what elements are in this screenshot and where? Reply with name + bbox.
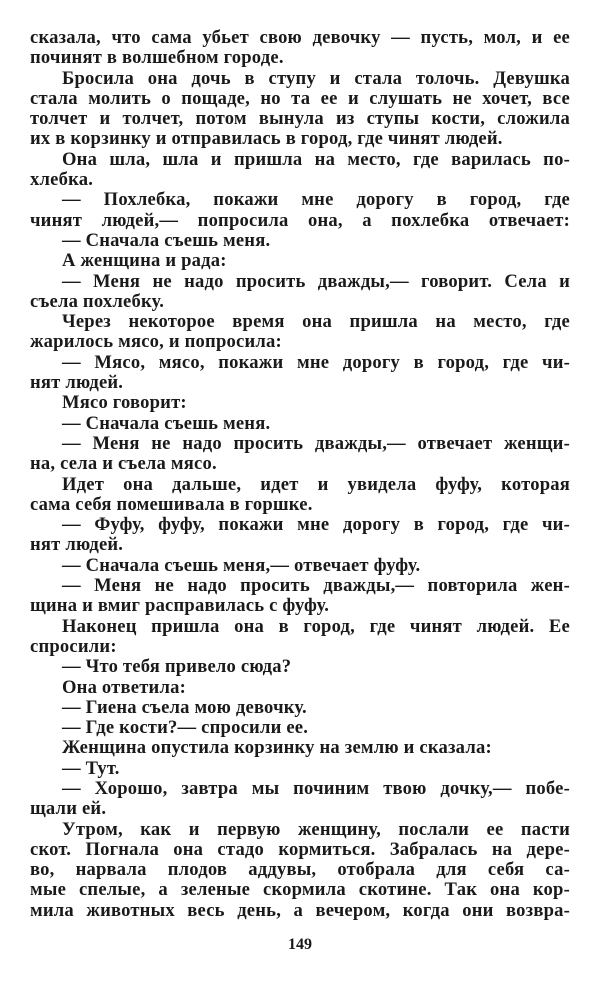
- text-line: сказала, что сама убьет свою девочку — пусть, мол, и ее: [30, 27, 570, 48]
- text-line: щали ей.: [30, 798, 107, 820]
- text-line: — Где кости?— спросили ее.: [62, 717, 309, 739]
- text-line: — Сначала съешь меня.: [62, 229, 271, 251]
- text-line: Идет она дальше, идет и увидела фуфу, которая: [62, 473, 570, 495]
- text-line: жарилось мясо, и попросила:: [30, 331, 282, 353]
- text-line: — Сначала съешь меня.: [62, 412, 271, 434]
- text-line: спросили:: [30, 635, 117, 657]
- text-line: — Гиена съела мою девочку.: [62, 696, 307, 718]
- text-line: починят в волшебном городе.: [30, 47, 284, 69]
- text-line: Мясо говорит:: [62, 392, 187, 414]
- text-line: Женщина опустила корзинку на землю и сказала:: [62, 737, 492, 759]
- text-line: нят людей.: [30, 534, 124, 556]
- text-line: во, нарвала плодов аддувы, отобрала для себя са-: [30, 859, 570, 881]
- text-line: нят людей.: [30, 372, 124, 394]
- text-line: — Хорошо, завтра мы починим твою дочку,— побе-: [62, 777, 570, 799]
- text-line: мые спелые, а зеленые скормила скотине. Так она кор-: [30, 879, 570, 901]
- text-line: — Фуфу, фуфу, покажи мне дорогу в город, где чи-: [62, 514, 570, 536]
- book-page-text: [30, 28, 570, 921]
- text-line: стала молить о пощаде, но та ее и слушать не хочет, все: [30, 87, 570, 109]
- text-line: скот. Погнала она стадо кормиться. Забралась на дере-: [30, 838, 570, 860]
- text-line: — Меня не надо просить дважды,— говорит. Села и: [62, 270, 570, 292]
- text-line: А женщина и рада:: [62, 250, 227, 272]
- text-line: съела похлебку.: [30, 290, 165, 312]
- text-line: Она ответила:: [62, 676, 186, 698]
- text-line: хлебка.: [30, 169, 94, 191]
- text-line: толчет и толчет, потом вынула из ступы кости, сложила: [30, 108, 570, 130]
- text-line: — Сначала съешь меня,— отвечает фуфу.: [62, 554, 421, 576]
- text-line: Она шла, шла и пришла на место, где варилась по-: [62, 148, 570, 170]
- text-line: — Похлебка, покажи мне дорогу в город, где: [62, 189, 570, 211]
- text-line: щина и вмиг расправилась с фуфу.: [30, 595, 330, 617]
- text-line: их в корзинку и отправилась в город, где чинят людей.: [30, 128, 503, 150]
- text-line: Утром, как и первую женщину, послали ее пасти: [62, 818, 570, 840]
- text-line: на, села и съела мясо.: [30, 453, 217, 475]
- page-number: 149: [288, 936, 312, 953]
- text-line: Наконец пришла она в город, где чинят людей. Ее: [62, 615, 570, 637]
- text-line: Через некоторое время она пришла на место, где: [62, 311, 570, 333]
- text-line: — Мясо, мясо, покажи мне дорогу в город, где чи-: [62, 351, 570, 373]
- text-line: чинят людей,— попросила она, а похлебка отвечает:: [30, 209, 570, 231]
- text-line: — Тут.: [62, 757, 120, 779]
- text-line: — Что тебя привело сюда?: [62, 656, 292, 678]
- text-line: сама себя помешивала в горшке.: [30, 493, 313, 515]
- text-line: — Меня не надо просить дважды,— отвечает женщи-: [62, 432, 570, 454]
- text-line: мила животных весь день, а вечером, когда они возвра-: [30, 899, 570, 921]
- text-line: Бросила она дочь в ступу и стала толочь. Девушка: [62, 67, 570, 89]
- text-line: — Меня не надо просить дважды,— повторила жен-: [62, 575, 570, 597]
